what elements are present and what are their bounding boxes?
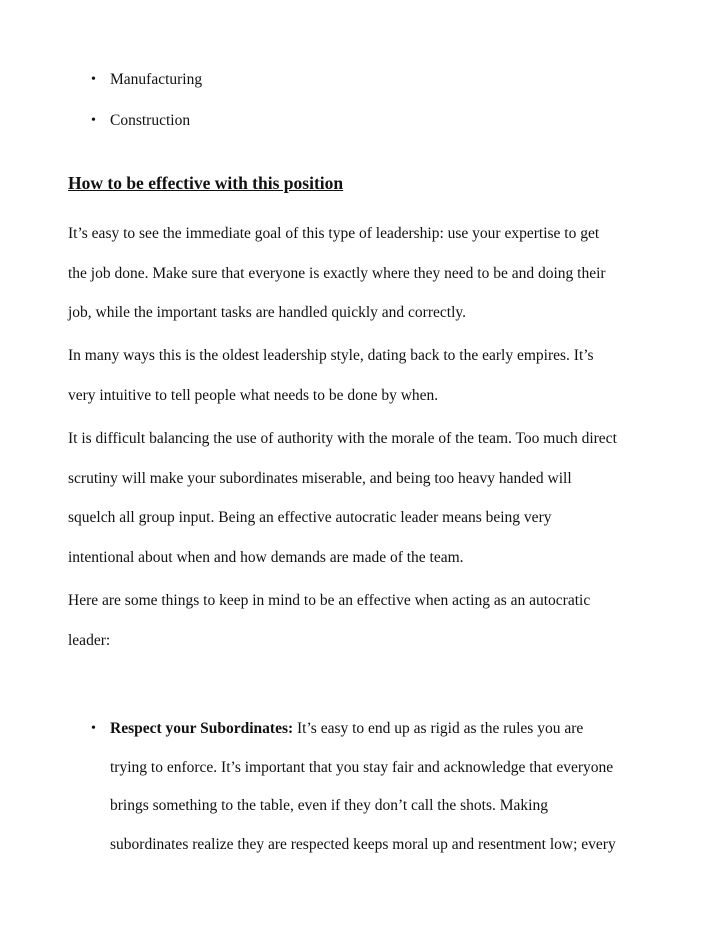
list-item <box>88 710 616 864</box>
list-item-line: subordinates realize they are respected keeps moral up and resentment low; every <box>110 835 616 853</box>
paragraph <box>68 214 668 333</box>
list-item-line: trying to enforce. It’s important that you stay fair and acknowledge that everyone <box>110 758 614 776</box>
bullet-icon: • <box>91 721 96 736</box>
list-item-text: Manufacturing <box>110 71 203 88</box>
paragraph-line: scrutiny will make your subordinates miserable, and being too heavy handed will <box>68 469 572 487</box>
list-item-text: It’s easy to end up as rigid as the rules you are <box>293 720 584 737</box>
list-item-line <box>110 710 616 749</box>
paragraph-line: Here are some things to keep in mind to be an effective when acting as an autocratic <box>68 592 591 609</box>
paragraph-line: It’s easy to see the immediate goal of this type of leadership: use your expertise to get <box>68 225 600 242</box>
tips-list <box>88 710 616 864</box>
paragraph <box>68 581 668 660</box>
bullet-icon: • <box>91 72 96 87</box>
section-heading: How to be effective with this position <box>68 173 344 193</box>
paragraph-line: In many ways this is the oldest leadership style, dating back to the early empires. It’s <box>68 347 594 364</box>
paragraph-line: leader: <box>68 631 111 649</box>
list-item <box>88 111 202 152</box>
paragraph-line: very intuitive to tell people what needs to be done by when. <box>68 386 439 404</box>
paragraph <box>68 419 668 577</box>
paragraph <box>68 336 668 415</box>
list-item <box>88 70 202 111</box>
industry-list <box>88 70 202 152</box>
paragraph-line: intentional about when and how demands are made of the team. <box>68 548 464 566</box>
bullet-icon: • <box>91 113 96 128</box>
paragraph-line: the job done. Make sure that everyone is exactly where they need to be and doing their <box>68 264 606 282</box>
paragraph-line: squelch all group input. Being an effective autocratic leader means being very <box>68 509 552 526</box>
paragraph-line: job, while the important tasks are handled quickly and correctly. <box>68 304 466 321</box>
list-item-text: Construction <box>110 112 191 129</box>
list-item-term: Respect your Subordinates: <box>110 720 294 737</box>
list-item-line: brings something to the table, even if they don’t call the shots. Making <box>110 797 548 814</box>
paragraph-line: It is difficult balancing the use of authority with the morale of the team. Too much direct <box>68 430 617 447</box>
